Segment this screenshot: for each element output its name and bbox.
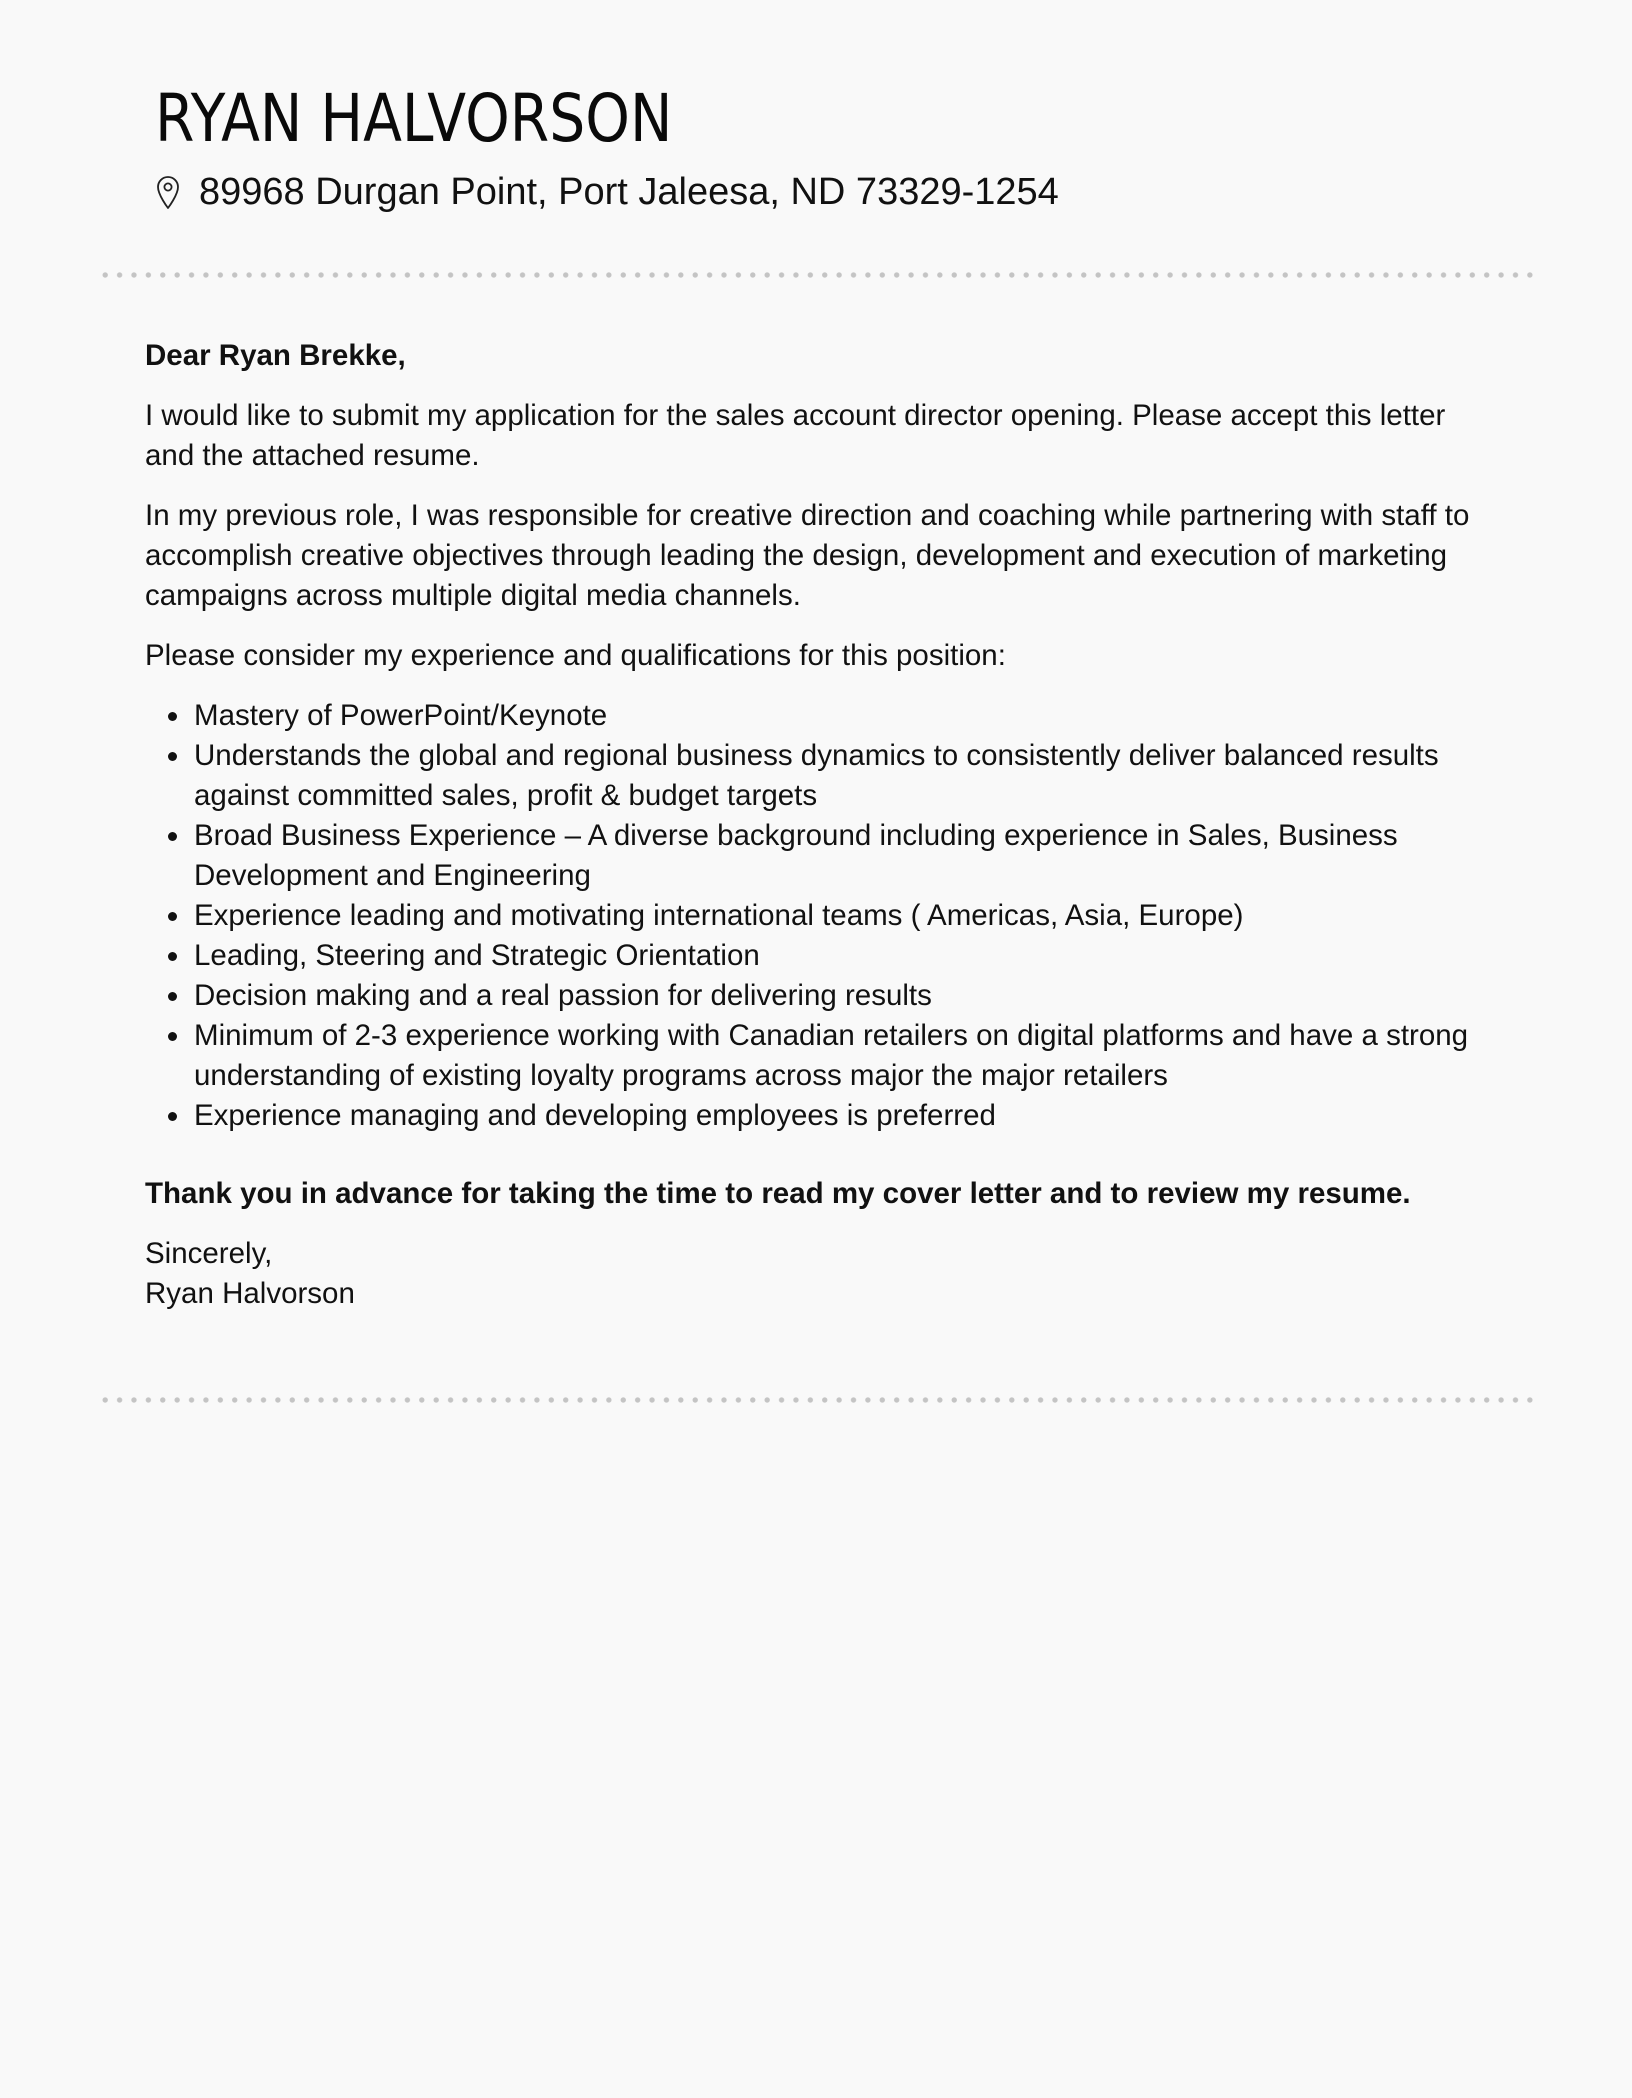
list-item: Understands the global and regional business dynamics to consistently deliver balanced results against committed sales, profit & budget targets: [194, 736, 1490, 816]
top-dotted-divider: [98, 272, 1534, 278]
list-item: Broad Business Experience – A diverse background including experience in Sales, Business Development and Engineering: [194, 816, 1490, 896]
letter-body: [145, 336, 1490, 1314]
list-item: Experience managing and developing employees is preferred: [194, 1096, 1490, 1136]
experience-paragraph: In my previous role, I was responsible for creative direction and coaching while partnering with staff to accomplish creative objectives through leading the design, development and execution of marketing campaigns across multiple digital media channels.: [145, 499, 1470, 612]
list-item: Experience leading and motivating international teams ( Americas, Asia, Europe): [194, 896, 1490, 936]
signoff: Sincerely,: [145, 1237, 273, 1270]
signature-name: Ryan Halvorson: [145, 1277, 355, 1310]
list-item: Minimum of 2-3 experience working with Canadian retailers on digital platforms and have a strong understanding of existing loyalty programs across major the major retailers: [194, 1016, 1490, 1096]
qualifications-intro: Please consider my experience and qualifications for this position:: [145, 639, 1006, 672]
list-item: Mastery of PowerPoint/Keynote: [194, 696, 1490, 736]
applicant-name: RYAN HALVORSON: [155, 80, 673, 157]
letter-header: [155, 78, 1555, 218]
list-item: Leading, Steering and Strategic Orientation: [194, 936, 1490, 976]
qualifications-list: [145, 696, 1490, 1136]
applicant-address: 89968 Durgan Point, Port Jaleesa, ND 73329-1254: [199, 171, 1059, 213]
address-row: [155, 166, 1555, 218]
bottom-dotted-divider: [98, 1397, 1534, 1403]
intro-paragraph: I would like to submit my application for the sales account director opening. Please accept this letter and the attached resume.: [145, 399, 1446, 472]
map-pin-icon: [155, 174, 181, 210]
greeting: Dear Ryan Brekke,: [145, 339, 406, 372]
closing-statement: Thank you in advance for taking the time to read my cover letter and to review my resume.: [145, 1177, 1411, 1210]
list-item: Decision making and a real passion for delivering results: [194, 976, 1490, 1016]
